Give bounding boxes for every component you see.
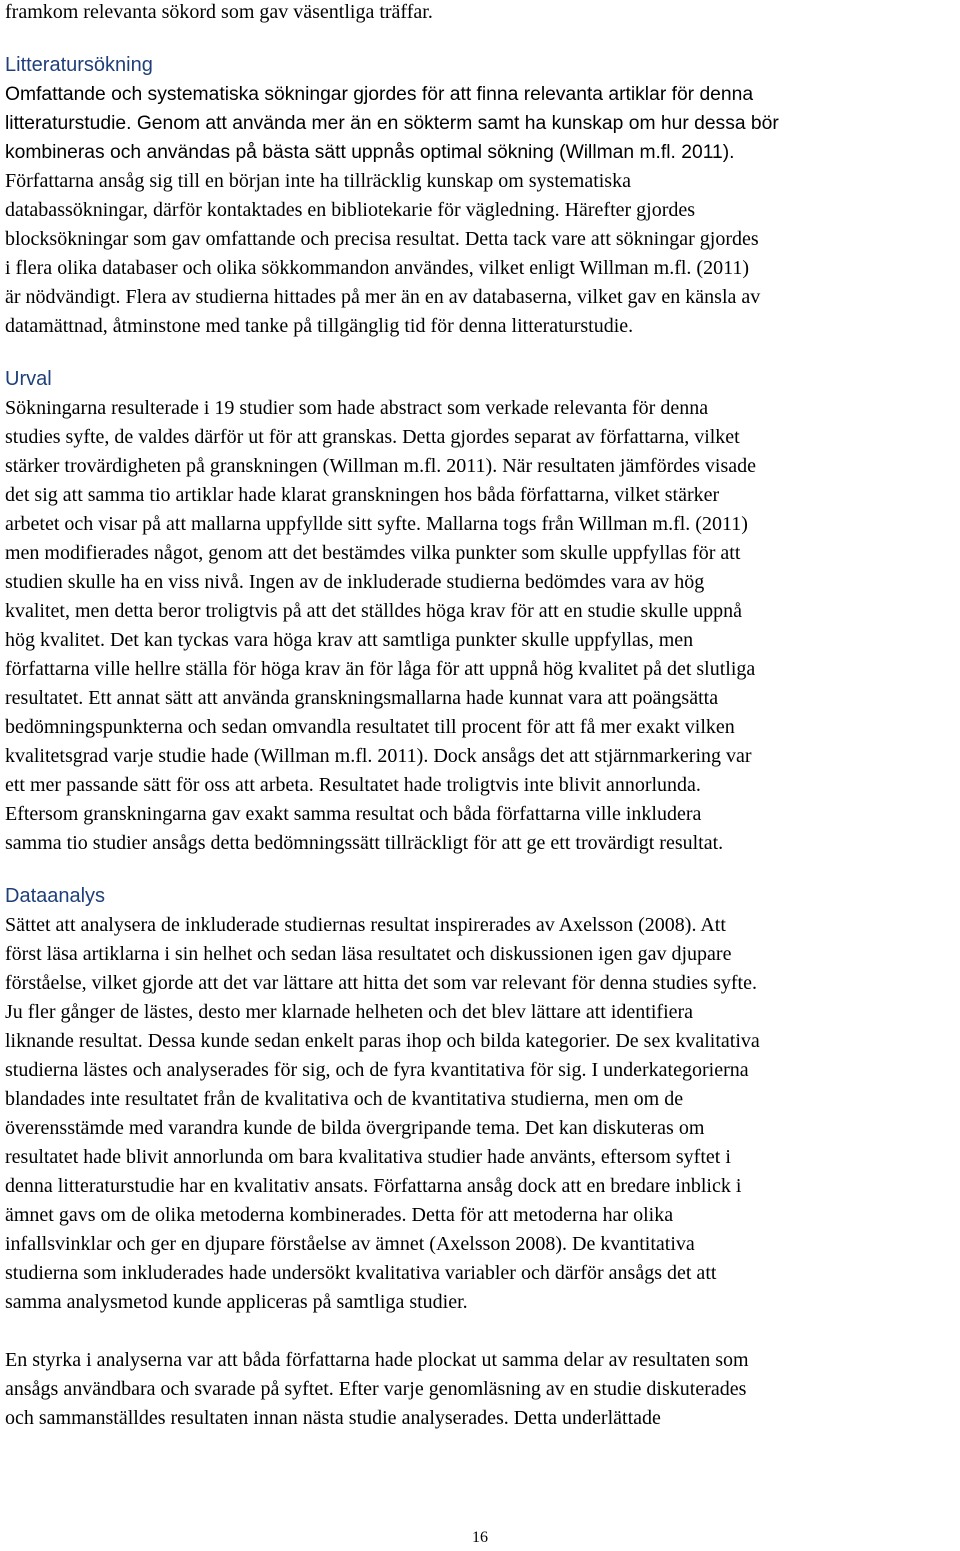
paragraph-line: databassökningar, därför kontaktades en bibliotekarie för vägledning. Härefter gjordes [5, 199, 696, 221]
paragraph-line: datamättnad, åtminstone med tanke på tillgänglig tid för denna litteraturstudie. [5, 315, 634, 337]
document-page [5, 0, 960, 1433]
paragraph-line: infallsvinklar och ger en djupare förståelse av ämnet (Axelsson 2008). De kvantitativa [5, 1233, 695, 1255]
paragraph-line: och sammanställdes resultaten innan nästa studie analyserades. Detta underlättade [5, 1407, 661, 1429]
paragraph-line: studies syfte, de valdes därför ut för att granskas. Detta gjordes separat av författarna, vilket [5, 426, 740, 448]
paragraph-line: kvalitetsgrad varje studie hade (Willman m.fl. 2011). Dock ansågs det att stjärnmarkering var [5, 745, 752, 767]
section-heading-urval: Urval [5, 368, 52, 390]
section-heading-litteratursokning: Litteratursökning [5, 54, 153, 76]
paragraph-line: Sättet att analysera de inkluderade studiernas resultat inspirerades av Axelsson (2008). Att [5, 914, 726, 936]
paragraph-line: litteraturstudie. Genom att använda mer än en sökterm samt ha kunskap om hur dessa bör [5, 113, 779, 134]
paragraph-line: studierna lästes och analyserades för sig, och de fyra kvantitativa för sig. I underkategorierna [5, 1059, 749, 1081]
paragraph-line: blocksökningar som gav omfattande och precisa resultat. Detta tack vare att sökningar gjordes [5, 228, 759, 250]
paragraph-line: resultatet. Ett annat sätt att använda granskningsmallarna hade kunnat vara att poängsätta [5, 687, 719, 709]
paragraph-line: samma tio studier ansågs detta bedömningssätt tillräckligt för att ge ett trovärdigt resultat. [5, 832, 724, 854]
intro-line: framkom relevanta sökord som gav väsentliga träffar. [5, 1, 433, 23]
paragraph-line: samma analysmetod kunde appliceras på samtliga studier. [5, 1291, 468, 1313]
paragraph-line: Sökningarna resulterade i 19 studier som hade abstract som verkade relevanta för denna [5, 397, 709, 419]
paragraph-line: arbetet och visar på att mallarna uppfyllde sitt syfte. Mallarna togs från Willman m.fl. (2011) [5, 513, 748, 535]
paragraph-line: ämnet gavs om de olika metoderna kombinerades. Detta för att metoderna har olika [5, 1204, 674, 1226]
paragraph-line: författarna ville hellre ställa för höga krav än för låga för att uppnå hög kvalitet på det slutliga [5, 658, 756, 680]
paragraph-line: Eftersom granskningarna gav exakt samma resultat och båda författarna ville inkludera [5, 803, 702, 825]
paragraph-line: stärker trovärdigheten på granskningen (Willman m.fl. 2011). När resultaten jämfördes visade [5, 455, 756, 477]
page-number: 16 [472, 1529, 488, 1546]
paragraph-line: hög kvalitet. Det kan tyckas vara höga krav att samtliga punkter skulle uppfyllas, men [5, 629, 694, 651]
paragraph-line: överensstämde med varandra kunde de bilda övergripande tema. Det kan diskuteras om [5, 1117, 705, 1139]
paragraph-line: Omfattande och systematiska sökningar gjordes för att finna relevanta artiklar för denna [5, 84, 754, 105]
spacer [5, 27, 960, 51]
paragraph-line: En styrka i analyserna var att båda författarna hade plockat ut samma delar av resultaten som [5, 1349, 749, 1371]
paragraph-line: men modifierades något, genom att det bestämdes vilka punkter som skulle uppfyllas för att [5, 542, 741, 564]
spacer [5, 341, 960, 365]
paragraph-line: ansågs användbara och svarade på syftet. Efter varje genomläsning av en studie diskuterades [5, 1378, 747, 1400]
paragraph-line: Författarna ansåg sig till en början inte ha tillräcklig kunskap om systematiska [5, 170, 631, 192]
paragraph-line: först läsa artiklarna i sin helhet och sedan läsa resultatet och diskussionen igen gav djupare [5, 943, 732, 965]
spacer [5, 858, 960, 882]
paragraph-line: är nödvändigt. Flera av studierna hittades på mer än en av databaserna, vilket gav en känsla av [5, 286, 761, 308]
section-heading-dataanalys: Dataanalys [5, 885, 106, 907]
paragraph-line: denna litteraturstudie har en kvalitativ ansats. Författarna ansåg dock att en bredare inblick i [5, 1175, 742, 1197]
paragraph-line: kombineras och användas på bästa sätt uppnås optimal sökning (Willman m.fl. 2011). [5, 142, 735, 163]
paragraph-line: studierna som inkluderades hade undersökt kvalitativa variabler och därför ansågs det att [5, 1262, 717, 1284]
paragraph-line: resultatet hade blivit annorlunda om bara kvalitativa studier hade använts, eftersom syftet i [5, 1146, 731, 1168]
paragraph-line: bedömningspunkterna och sedan omvandla resultatet till procent för att få mer exakt vilken [5, 716, 735, 738]
paragraph-line: i flera olika databaser och olika sökkommandon användes, vilket enligt Willman m.fl. (2011) [5, 257, 750, 279]
spacer [5, 1317, 960, 1346]
paragraph-line: kvalitet, men detta beror troligtvis på att det ställdes höga krav för att en studie skulle uppnå [5, 600, 743, 622]
paragraph-line: förståelse, vilket gjorde att det var lättare att hitta det som var relevant för denna studies syfte. [5, 972, 757, 994]
paragraph-line: blandades inte resultatet från de kvalitativa och de kvantitativa studierna, men om de [5, 1088, 684, 1110]
paragraph-line: liknande resultat. Dessa kunde sedan enkelt paras ihop och bilda kategorier. De sex kvalitativa [5, 1030, 760, 1052]
paragraph-line: studien skulle ha en viss nivå. Ingen av de inkluderade studierna bedömdes vara av hög [5, 571, 705, 593]
paragraph-line: Ju fler gånger de lästes, desto mer klarnade helheten och det blev lättare att identifiera [5, 1001, 694, 1023]
paragraph-line: ett mer passande sätt för oss att arbeta. Resultatet hade troligtvis inte blivit annorlunda. [5, 774, 701, 796]
paragraph-line: det sig att samma tio artiklar hade klarat granskningen hos båda författarna, vilket stärker [5, 484, 720, 506]
